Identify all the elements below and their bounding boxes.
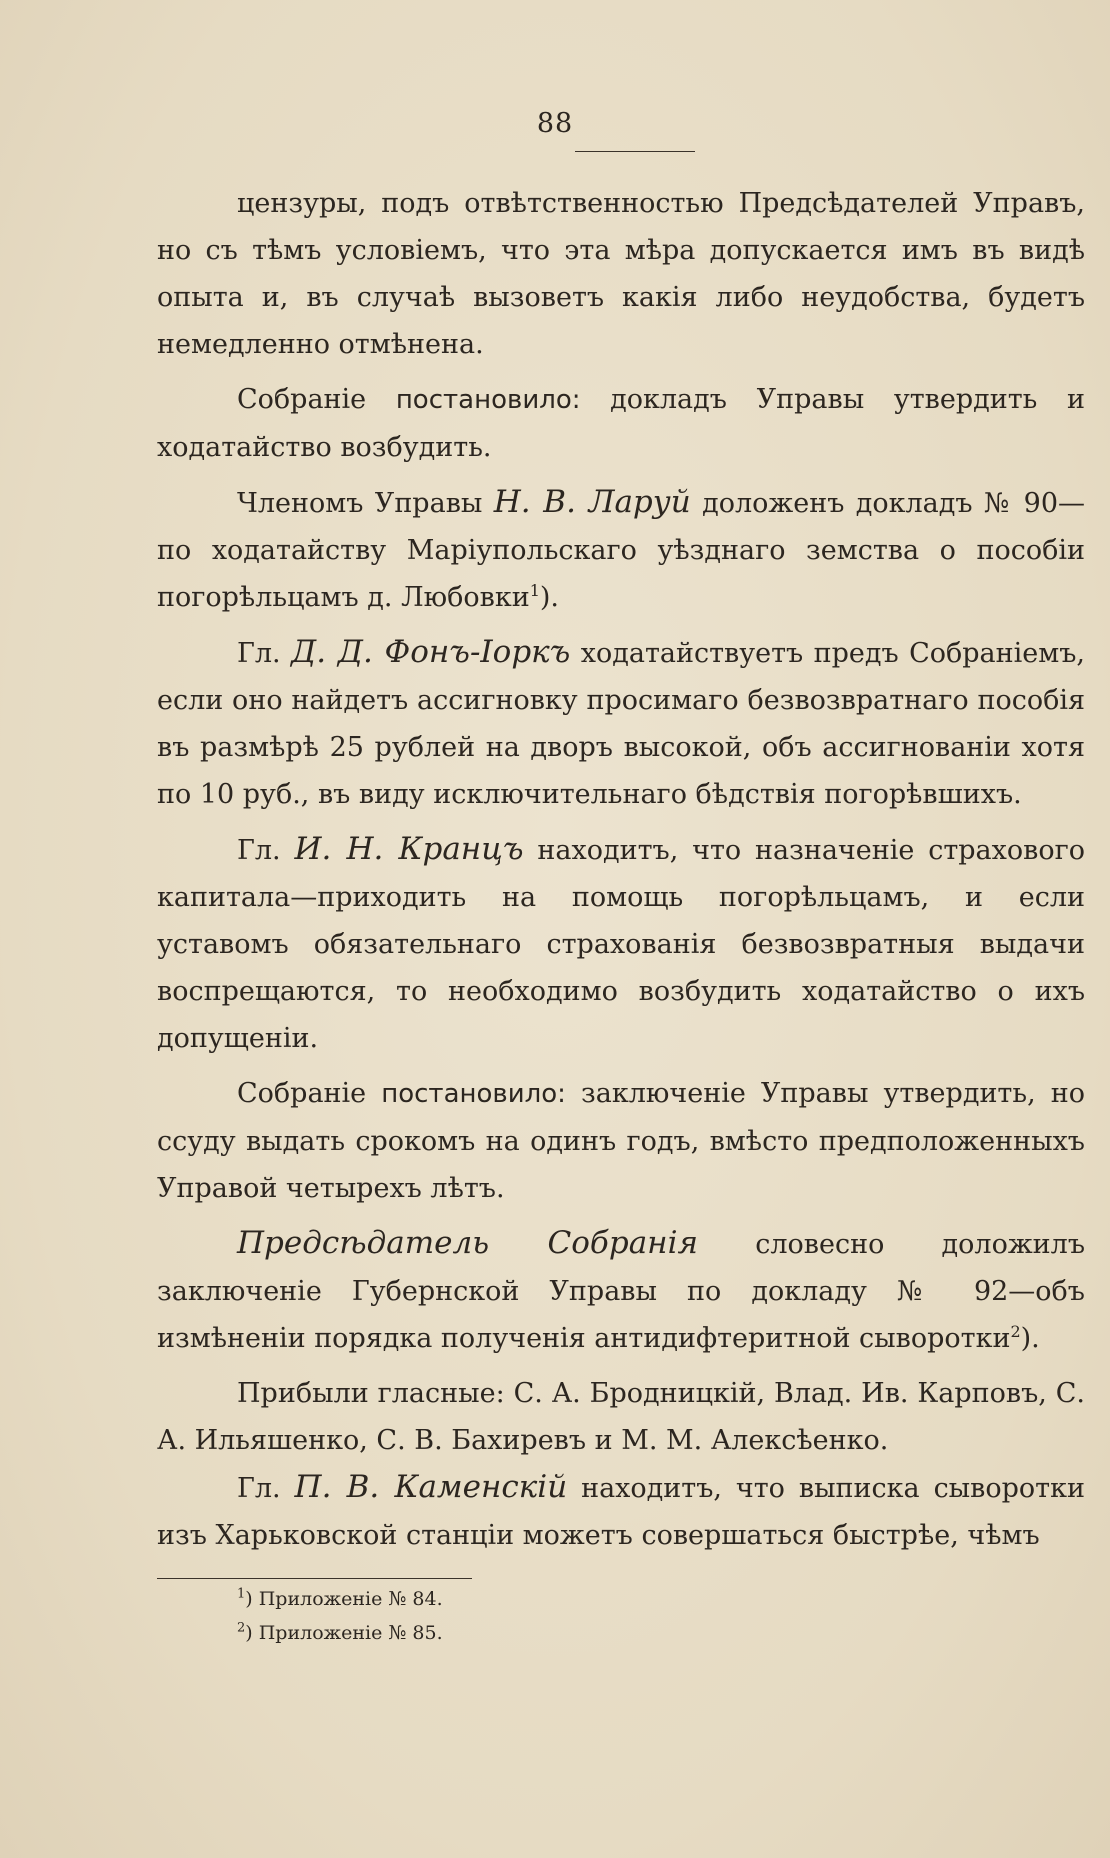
- text-run: находитъ, что выписка сыворотки изъ Харьковской станціи можетъ совершаться быстрѣе, чѣмъ: [157, 1473, 1085, 1551]
- footnote-ref: 2: [1010, 1322, 1021, 1341]
- speaker-name: Д. Д. Фонъ-Іоркъ: [291, 634, 571, 670]
- speaker-name: Предсѣдатель Собранія: [237, 1225, 699, 1261]
- paragraph: [157, 1220, 1085, 1362]
- text-run: заключеніе Управы утвердить, но ссуду выдать срокомъ на одинъ годъ, вмѣсто предположенныхъ Управой четырехъ лѣтъ.: [157, 1078, 1085, 1204]
- text-run: цензуры, подъ отвѣтственностью Предсѣдателей Управъ, но съ тѣмъ условіемъ, что эта мѣра допускается имъ въ видѣ опыта и, въ случаѣ вызоветъ какія либо неудобства, будетъ немедленно отмѣнена.: [157, 188, 1085, 360]
- text-run: Членомъ Управы: [237, 488, 494, 519]
- paragraph: [157, 479, 1085, 621]
- footnote-text: Приложеніе № 85.: [258, 1622, 443, 1644]
- text-run: словесно доложилъ заключеніе Губернской Управы по докладу № 92—объ измѣненіи порядка полученія антидифтеритной сыворотки: [157, 1229, 1085, 1354]
- footnote-text: Приложеніе № 84.: [258, 1588, 443, 1610]
- text-run: ходатайствуетъ предъ Собраніемъ, если оно найдетъ ассигновку просимаго безвозвратнаго пособія въ размѣрѣ 25 рублей на дворъ высокой, объ ассигнованіи хотя по 10 руб., въ виду исключительнаго бѣдствія погорѣвшихъ.: [157, 638, 1086, 810]
- footnote-1: $^1$) Приложеніе № 84.: [237, 1586, 443, 1610]
- footnote-2: $^2$) Приложеніе № 85.: [237, 1620, 443, 1644]
- speaker-name: И. Н. Кранцъ: [294, 831, 524, 867]
- page-number: 88: [536, 108, 574, 139]
- text-run: докладъ Управы утвердить и ходатайство возбудить.: [157, 384, 1085, 463]
- paragraph: [157, 376, 1085, 471]
- text-run: Гл.: [237, 1473, 295, 1504]
- text-run: Прибыли гласные: С. А. Бродницкій, Влад. Ив. Карповъ, С. А. Ильяшенко, С. В. Бахиревъ и М. М. Алексѣенко.: [157, 1378, 1085, 1456]
- resolution-keyword: постановило:: [395, 385, 581, 415]
- speaker-name: П. В. Каменскій: [294, 1469, 568, 1505]
- text-run: доложенъ докладъ № 90—по ходатайству Маріупольскаго уѣзднаго земства о пособіи погорѣльцамъ д. Любовки: [157, 488, 1086, 613]
- text-run: ).: [539, 582, 560, 613]
- speaker-name: Н. В. Ларуй: [493, 484, 691, 520]
- paragraph: [157, 629, 1085, 818]
- footnote-mark: 2: [237, 1620, 246, 1636]
- body-text: [157, 180, 1085, 1567]
- text-run: Гл.: [237, 638, 292, 669]
- footnotes: [237, 1582, 837, 1650]
- text-run: Собраніе: [237, 1078, 382, 1109]
- paragraph: [157, 180, 1085, 368]
- paragraph: [157, 1070, 1085, 1212]
- resolution-keyword: постановило:: [381, 1079, 566, 1109]
- footnote-ref: 1: [529, 581, 540, 600]
- text-run: Гл.: [237, 835, 295, 866]
- footnote-rule: [157, 1578, 472, 1579]
- text-run: Собраніе: [237, 384, 396, 415]
- paragraph: [157, 826, 1085, 1062]
- footnote-mark: 1: [237, 1586, 246, 1602]
- header-rule: [575, 151, 695, 152]
- text-run: ).: [1020, 1323, 1040, 1354]
- paragraph: [157, 1370, 1085, 1464]
- paragraph: [157, 1464, 1085, 1559]
- text-run: находитъ, что назначеніе страхового капитала—приходить на помощь погорѣльцамъ, и если уставомъ обязательнаго страхованія безвозвратныя выдачи воспрещаются, то необходимо возбудить ходатайство о ихъ допущеніи.: [157, 835, 1085, 1054]
